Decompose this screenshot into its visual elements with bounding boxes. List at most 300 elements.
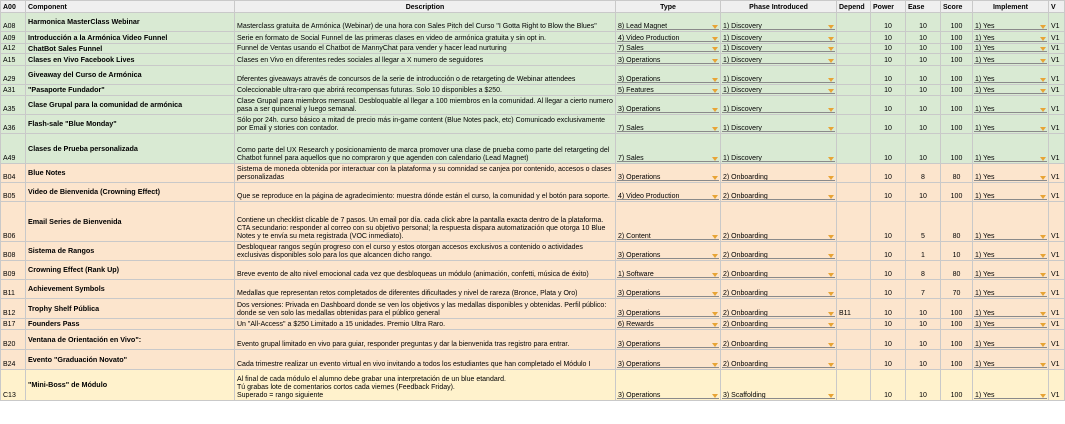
dropdown-arrow-icon[interactable] [828, 292, 834, 296]
row-id-cell[interactable] [1, 96, 26, 115]
type-dropdown[interactable] [616, 164, 721, 183]
score-cell[interactable] [941, 280, 973, 299]
header-score[interactable]: Score [941, 1, 973, 13]
score-cell[interactable] [941, 330, 973, 350]
description-cell[interactable] [235, 66, 616, 85]
depend-cell[interactable] [837, 319, 871, 330]
header-id[interactable]: A00 [1, 1, 26, 13]
dropdown-arrow-icon[interactable] [1040, 78, 1046, 82]
type-dropdown[interactable] [616, 280, 721, 299]
score-cell[interactable] [941, 44, 973, 54]
version-cell[interactable] [1049, 183, 1065, 202]
power-cell[interactable] [871, 280, 906, 299]
row-id-cell[interactable] [1, 85, 26, 96]
dropdown-arrow-icon[interactable] [828, 157, 834, 161]
implement-dropdown[interactable] [973, 66, 1049, 85]
row-id-cell[interactable] [1, 261, 26, 280]
ease-cell[interactable] [906, 261, 941, 280]
header-power[interactable]: Power [871, 1, 906, 13]
phase-dropdown[interactable] [721, 350, 837, 370]
type-dropdown[interactable] [616, 66, 721, 85]
component-cell[interactable] [26, 13, 235, 32]
dropdown-arrow-icon[interactable] [828, 273, 834, 277]
component-cell[interactable] [26, 330, 235, 350]
dropdown-arrow-icon[interactable] [1040, 59, 1046, 63]
description-cell[interactable] [235, 32, 616, 44]
implement-dropdown[interactable] [973, 13, 1049, 32]
phase-dropdown[interactable] [721, 66, 837, 85]
version-cell[interactable] [1049, 134, 1065, 164]
version-cell[interactable] [1049, 44, 1065, 54]
dropdown-arrow-icon[interactable] [1040, 127, 1046, 131]
depend-cell[interactable] [837, 280, 871, 299]
implement-dropdown[interactable] [973, 164, 1049, 183]
ease-cell[interactable] [906, 115, 941, 134]
dropdown-arrow-icon[interactable] [712, 343, 718, 347]
score-cell[interactable] [941, 54, 973, 66]
power-cell[interactable] [871, 32, 906, 44]
dropdown-underline [974, 296, 1047, 297]
depend-cell[interactable] [837, 183, 871, 202]
ease-cell[interactable] [906, 85, 941, 96]
type-dropdown[interactable] [616, 202, 721, 242]
phase-dropdown[interactable] [721, 242, 837, 261]
dropdown-arrow-icon[interactable] [828, 108, 834, 112]
dropdown-arrow-icon[interactable] [828, 25, 834, 29]
header-implement[interactable]: Implement [973, 1, 1049, 13]
row-id-cell[interactable] [1, 319, 26, 330]
description-cell[interactable] [235, 54, 616, 66]
version-cell[interactable] [1049, 164, 1065, 183]
depend-cell[interactable] [837, 164, 871, 183]
component-cell[interactable] [26, 44, 235, 54]
type-dropdown[interactable] [616, 183, 721, 202]
version-cell[interactable] [1049, 202, 1065, 242]
dropdown-arrow-icon[interactable] [712, 292, 718, 296]
power-cell[interactable] [871, 134, 906, 164]
description-cell[interactable] [235, 164, 616, 183]
implement-dropdown[interactable] [973, 261, 1049, 280]
ease-cell[interactable] [906, 202, 941, 242]
dropdown-arrow-icon[interactable] [828, 254, 834, 258]
dropdown-arrow-icon[interactable] [1040, 25, 1046, 29]
power-cell[interactable] [871, 96, 906, 115]
dropdown-arrow-icon[interactable] [712, 273, 718, 277]
type-dropdown[interactable] [616, 54, 721, 66]
dropdown-arrow-icon[interactable] [712, 78, 718, 82]
version-cell[interactable] [1049, 54, 1065, 66]
score-cell[interactable] [941, 242, 973, 261]
power-cell[interactable] [871, 44, 906, 54]
dropdown-arrow-icon[interactable] [828, 195, 834, 199]
type-dropdown[interactable] [616, 13, 721, 32]
header-component[interactable]: Component [26, 1, 235, 13]
score-cell[interactable] [941, 13, 973, 32]
type-dropdown[interactable] [616, 85, 721, 96]
header-ease[interactable]: Ease [906, 1, 941, 13]
component-cell[interactable] [26, 115, 235, 134]
dropdown-arrow-icon[interactable] [1040, 312, 1046, 316]
dropdown-arrow-icon[interactable] [828, 59, 834, 63]
implement-dropdown[interactable] [973, 350, 1049, 370]
ease-cell-text: 10 [919, 23, 927, 30]
depend-cell[interactable] [837, 115, 871, 134]
dropdown-arrow-icon[interactable] [828, 235, 834, 239]
type-dropdown[interactable] [616, 330, 721, 350]
component-cell[interactable] [26, 85, 235, 96]
type-dropdown[interactable] [616, 32, 721, 44]
ease-cell[interactable] [906, 370, 941, 401]
implement-dropdown[interactable] [973, 280, 1049, 299]
dropdown-arrow-icon[interactable] [712, 195, 718, 199]
version-cell[interactable] [1049, 66, 1065, 85]
power-cell[interactable] [871, 202, 906, 242]
row-id-cell[interactable] [1, 370, 26, 401]
dropdown-arrow-icon[interactable] [712, 89, 718, 93]
implement-dropdown[interactable] [973, 85, 1049, 96]
dropdown-arrow-icon[interactable] [828, 312, 834, 316]
phase-dropdown[interactable] [721, 370, 837, 401]
type-dropdown[interactable] [616, 319, 721, 330]
description-cell[interactable] [235, 85, 616, 96]
implement-dropdown[interactable] [973, 96, 1049, 115]
version-cell[interactable] [1049, 242, 1065, 261]
row-id-cell[interactable] [1, 44, 26, 54]
power-cell[interactable] [871, 54, 906, 66]
dropdown-arrow-icon[interactable] [712, 127, 718, 131]
score-cell[interactable] [941, 115, 973, 134]
dropdown-arrow-icon[interactable] [828, 343, 834, 347]
version-cell[interactable] [1049, 261, 1065, 280]
dropdown-arrow-icon[interactable] [828, 47, 834, 51]
description-cell[interactable] [235, 319, 616, 330]
power-cell[interactable] [871, 115, 906, 134]
ease-cell[interactable] [906, 164, 941, 183]
version-cell[interactable] [1049, 96, 1065, 115]
description-cell[interactable] [235, 280, 616, 299]
ease-cell[interactable] [906, 350, 941, 370]
description-cell-text: Coleccionable ultra-raro que abrirá recompensas futuras. Solo 10 disponibles a $250. [237, 87, 502, 94]
implement-dropdown[interactable] [973, 330, 1049, 350]
depend-cell[interactable] [837, 261, 871, 280]
dropdown-arrow-icon[interactable] [712, 394, 718, 398]
row-id-cell[interactable] [1, 350, 26, 370]
score-cell[interactable] [941, 319, 973, 330]
power-cell[interactable] [871, 85, 906, 96]
ease-cell[interactable] [906, 319, 941, 330]
score-cell[interactable] [941, 85, 973, 96]
phase-dropdown[interactable] [721, 164, 837, 183]
implement-dropdown[interactable] [973, 134, 1049, 164]
implement-dropdown[interactable] [973, 183, 1049, 202]
component-cell[interactable] [26, 164, 235, 183]
power-cell[interactable] [871, 350, 906, 370]
depend-cell[interactable] [837, 13, 871, 32]
component-cell[interactable] [26, 370, 235, 401]
dropdown-arrow-icon[interactable] [712, 37, 718, 41]
type-dropdown[interactable] [616, 242, 721, 261]
dropdown-arrow-icon[interactable] [1040, 292, 1046, 296]
header-version[interactable]: V [1049, 1, 1065, 13]
dropdown-arrow-icon[interactable] [828, 127, 834, 131]
implement-dropdown[interactable] [973, 115, 1049, 134]
dropdown-arrow-icon[interactable] [1040, 343, 1046, 347]
version-cell[interactable] [1049, 85, 1065, 96]
score-cell[interactable] [941, 134, 973, 164]
dropdown-arrow-icon[interactable] [828, 89, 834, 93]
version-cell[interactable] [1049, 13, 1065, 32]
phase-dropdown[interactable] [721, 32, 837, 44]
power-cell[interactable] [871, 330, 906, 350]
component-cell[interactable] [26, 242, 235, 261]
row-id-cell[interactable] [1, 115, 26, 134]
score-cell[interactable] [941, 66, 973, 85]
ease-cell[interactable] [906, 32, 941, 44]
ease-cell[interactable] [906, 66, 941, 85]
header-type[interactable]: Type [616, 1, 721, 13]
depend-cell[interactable] [837, 66, 871, 85]
depend-cell[interactable] [837, 370, 871, 401]
component-cell[interactable] [26, 261, 235, 280]
score-cell[interactable] [941, 96, 973, 115]
description-cell[interactable] [235, 44, 616, 54]
phase-dropdown-text: 1) Discovery [723, 35, 762, 42]
power-cell[interactable] [871, 13, 906, 32]
implement-dropdown[interactable] [973, 202, 1049, 242]
score-cell[interactable] [941, 183, 973, 202]
phase-dropdown[interactable] [721, 54, 837, 66]
dropdown-arrow-icon[interactable] [712, 312, 718, 316]
power-cell[interactable] [871, 370, 906, 401]
version-cell[interactable] [1049, 299, 1065, 319]
dropdown-arrow-icon[interactable] [712, 254, 718, 258]
component-cell[interactable] [26, 350, 235, 370]
power-cell[interactable] [871, 319, 906, 330]
dropdown-arrow-icon[interactable] [828, 37, 834, 41]
row-id-cell[interactable] [1, 32, 26, 44]
ease-cell[interactable] [906, 299, 941, 319]
header-phase[interactable]: Phase Introduced [721, 1, 837, 13]
version-cell[interactable] [1049, 32, 1065, 44]
dropdown-arrow-icon[interactable] [712, 176, 718, 180]
depend-cell[interactable] [837, 54, 871, 66]
phase-dropdown[interactable] [721, 115, 837, 134]
dropdown-arrow-icon[interactable] [712, 59, 718, 63]
dropdown-arrow-icon[interactable] [1040, 157, 1046, 161]
ease-cell[interactable] [906, 96, 941, 115]
component-cell[interactable] [26, 96, 235, 115]
power-cell[interactable] [871, 299, 906, 319]
phase-dropdown[interactable] [721, 261, 837, 280]
implement-dropdown[interactable] [973, 370, 1049, 401]
power-cell[interactable] [871, 242, 906, 261]
ease-cell-text: 10 [919, 45, 927, 52]
dropdown-arrow-icon[interactable] [712, 108, 718, 112]
version-cell[interactable] [1049, 280, 1065, 299]
implement-dropdown[interactable] [973, 242, 1049, 261]
component-cell[interactable] [26, 183, 235, 202]
row-id-cell[interactable] [1, 202, 26, 242]
row-id-cell[interactable] [1, 299, 26, 319]
dropdown-arrow-icon[interactable] [1040, 235, 1046, 239]
phase-dropdown[interactable] [721, 44, 837, 54]
depend-cell[interactable] [837, 32, 871, 44]
dropdown-arrow-icon[interactable] [828, 363, 834, 367]
score-cell[interactable] [941, 299, 973, 319]
component-cell[interactable] [26, 299, 235, 319]
dropdown-arrow-icon[interactable] [1040, 254, 1046, 258]
row-id-cell[interactable] [1, 134, 26, 164]
version-cell[interactable] [1049, 330, 1065, 350]
power-cell[interactable] [871, 183, 906, 202]
implement-dropdown[interactable] [973, 44, 1049, 54]
version-cell[interactable] [1049, 319, 1065, 330]
description-cell[interactable] [235, 330, 616, 350]
description-cell[interactable] [235, 134, 616, 164]
type-dropdown[interactable] [616, 261, 721, 280]
implement-dropdown[interactable] [973, 54, 1049, 66]
dropdown-arrow-icon[interactable] [1040, 37, 1046, 41]
dropdown-arrow-icon[interactable] [712, 25, 718, 29]
version-cell[interactable] [1049, 350, 1065, 370]
row-id-cell[interactable] [1, 242, 26, 261]
dropdown-arrow-icon[interactable] [1040, 195, 1046, 199]
phase-dropdown[interactable] [721, 183, 837, 202]
power-cell-text: 10 [884, 106, 892, 113]
depend-cell[interactable] [837, 134, 871, 164]
row-id-cell[interactable] [1, 13, 26, 32]
header-description[interactable]: Description [235, 1, 616, 13]
ease-cell[interactable] [906, 44, 941, 54]
description-cell[interactable] [235, 115, 616, 134]
phase-dropdown[interactable] [721, 96, 837, 115]
phase-dropdown[interactable] [721, 299, 837, 319]
dropdown-arrow-icon[interactable] [712, 157, 718, 161]
version-cell[interactable] [1049, 370, 1065, 401]
dropdown-arrow-icon[interactable] [1040, 176, 1046, 180]
dropdown-arrow-icon[interactable] [1040, 323, 1046, 327]
description-cell[interactable] [235, 242, 616, 261]
component-cell[interactable] [26, 280, 235, 299]
type-dropdown[interactable] [616, 350, 721, 370]
power-cell[interactable] [871, 164, 906, 183]
description-cell[interactable] [235, 299, 616, 319]
phase-dropdown[interactable] [721, 330, 837, 350]
power-cell[interactable] [871, 66, 906, 85]
component-cell[interactable] [26, 32, 235, 44]
dropdown-arrow-icon[interactable] [712, 235, 718, 239]
score-cell[interactable] [941, 261, 973, 280]
type-dropdown[interactable] [616, 44, 721, 54]
depend-cell[interactable] [837, 242, 871, 261]
phase-dropdown[interactable] [721, 13, 837, 32]
type-dropdown[interactable] [616, 370, 721, 401]
phase-dropdown[interactable] [721, 85, 837, 96]
dropdown-arrow-icon[interactable] [712, 363, 718, 367]
depend-cell[interactable] [837, 202, 871, 242]
component-cell[interactable] [26, 134, 235, 164]
description-cell[interactable] [235, 350, 616, 370]
table-row [1, 350, 1065, 370]
row-id-cell[interactable] [1, 183, 26, 202]
phase-dropdown[interactable] [721, 280, 837, 299]
power-cell[interactable] [871, 261, 906, 280]
dropdown-arrow-icon[interactable] [712, 323, 718, 327]
row-id-cell[interactable] [1, 66, 26, 85]
dropdown-arrow-icon[interactable] [1040, 363, 1046, 367]
dropdown-arrow-icon[interactable] [828, 323, 834, 327]
phase-dropdown[interactable] [721, 134, 837, 164]
row-id-cell[interactable] [1, 54, 26, 66]
depend-cell[interactable] [837, 350, 871, 370]
depend-cell[interactable] [837, 85, 871, 96]
row-id-cell[interactable] [1, 164, 26, 183]
ease-cell[interactable] [906, 242, 941, 261]
dropdown-arrow-icon[interactable] [828, 176, 834, 180]
ease-cell[interactable] [906, 54, 941, 66]
depend-cell[interactable] [837, 96, 871, 115]
score-cell[interactable] [941, 350, 973, 370]
score-cell[interactable] [941, 370, 973, 401]
description-cell[interactable] [235, 261, 616, 280]
row-id-cell[interactable] [1, 280, 26, 299]
depend-cell[interactable] [837, 299, 871, 319]
ease-cell[interactable] [906, 134, 941, 164]
type-dropdown[interactable] [616, 134, 721, 164]
implement-dropdown[interactable] [973, 299, 1049, 319]
description-cell[interactable] [235, 13, 616, 32]
component-cell[interactable] [26, 202, 235, 242]
component-cell[interactable] [26, 319, 235, 330]
ease-cell[interactable] [906, 183, 941, 202]
type-dropdown[interactable] [616, 299, 721, 319]
type-dropdown[interactable] [616, 96, 721, 115]
dropdown-arrow-icon[interactable] [828, 394, 834, 398]
description-cell[interactable] [235, 183, 616, 202]
dropdown-arrow-icon[interactable] [1040, 108, 1046, 112]
phase-dropdown[interactable] [721, 319, 837, 330]
dropdown-arrow-icon[interactable] [828, 78, 834, 82]
dropdown-arrow-icon[interactable] [1040, 394, 1046, 398]
header-depend[interactable]: Depend [837, 1, 871, 13]
ease-cell[interactable] [906, 13, 941, 32]
type-dropdown[interactable] [616, 115, 721, 134]
phase-dropdown-text: 2) Onboarding [723, 174, 768, 181]
description-cell[interactable] [235, 202, 616, 242]
score-cell[interactable] [941, 164, 973, 183]
implement-dropdown[interactable] [973, 32, 1049, 44]
depend-cell[interactable] [837, 44, 871, 54]
row-id-cell[interactable] [1, 330, 26, 350]
dropdown-arrow-icon[interactable] [712, 47, 718, 51]
ease-cell-text: 10 [919, 193, 927, 200]
dropdown-arrow-icon[interactable] [1040, 273, 1046, 277]
dropdown-arrow-icon[interactable] [1040, 89, 1046, 93]
ease-cell[interactable] [906, 280, 941, 299]
phase-dropdown[interactable] [721, 202, 837, 242]
component-cell[interactable] [26, 54, 235, 66]
ease-cell[interactable] [906, 330, 941, 350]
description-cell[interactable] [235, 370, 616, 401]
score-cell[interactable] [941, 32, 973, 44]
depend-cell[interactable] [837, 330, 871, 350]
component-cell[interactable] [26, 66, 235, 85]
description-cell[interactable] [235, 96, 616, 115]
dropdown-arrow-icon[interactable] [1040, 47, 1046, 51]
version-cell[interactable] [1049, 115, 1065, 134]
score-cell[interactable] [941, 202, 973, 242]
implement-dropdown[interactable] [973, 319, 1049, 330]
